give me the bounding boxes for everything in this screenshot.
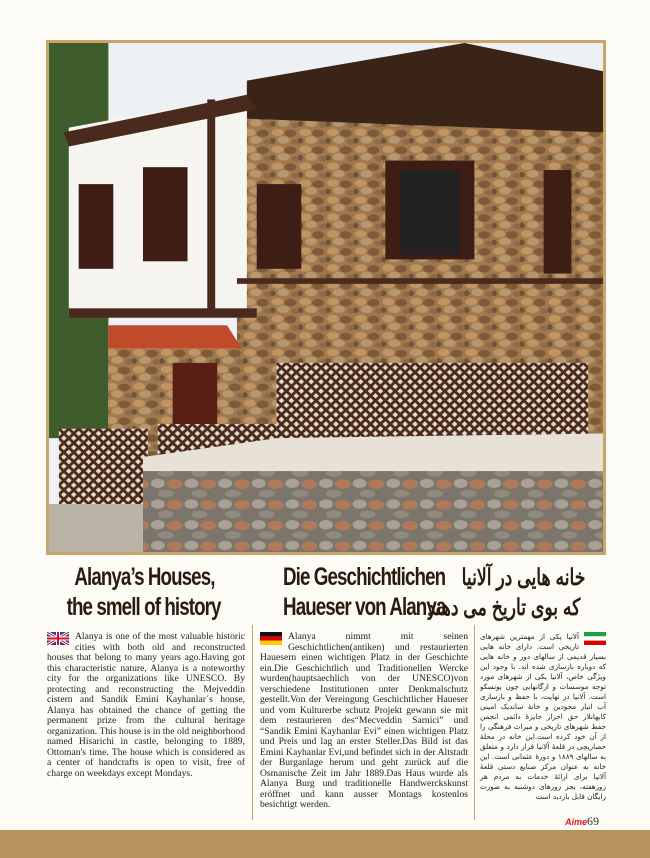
title-en-line1: Alanya’s Houses,	[73, 563, 215, 591]
title-persian	[427, 562, 606, 622]
title-fa-line1: خانه هایی در آلانیا	[461, 564, 586, 590]
bottom-band	[0, 830, 650, 858]
column-english	[47, 632, 245, 779]
column-persian	[480, 632, 606, 802]
title-fa-line2: که بوی تاریخ می دهند	[427, 594, 581, 620]
iran-flag-icon	[584, 632, 606, 645]
aime-logo: Aime	[565, 817, 588, 827]
house-photo	[46, 40, 606, 555]
column-german	[260, 632, 468, 811]
body-text-de: Alanya nimmt mit seinen Geschichtlichen(antiken) und restaurierten Hauesern einen wichtigen Platz in der Geschichte ein.Die Geschichtlich und Traditionellen Wercke wurden(hauptsaechlich von der UNESCO)von verschiedene Institutionen unter Denkmalschutz gestellt.Von der Vereingung Geschichtlicher Haueser und vom Kulturerbe schutz Projekt gewann sie mit dem restaurieren des“Mecveddin Sarnici” und “Sandik Emini Kayhanlar Evi” einen wichtigen Platz und Preis und lag an erster Steller.Das Bild ist das Emini Kayhanlar Evi,und befindet sich in der Altstadt der Burganlage herum und geht zurück auf die Osmanische Zeit im Jahr 1889.Das Haus wurde als Alanya Burg und traditionelle Handwerckskunst eröffnet und kann ausser Montags kostenlos besichtigt werden.	[260, 631, 468, 810]
title-english	[40, 562, 248, 622]
title-de-line1: Die Geschichtlichen	[283, 563, 446, 591]
body-text-fa: آلانیا یکی از مهمترین شهرهای تاریخی است. دارای خانه هایی بسیار قدیمی از سالهای دور و خانه هایی که دوباره بازسازی شده اند. با وجود این ویژگی خاص، آلانیا یکی از شهرهای مورد توجه موسسات و ارگانهایی چون یونسکو است. آلانیا در نهایت، با حفظ و بازسازی آب انبار مجودین و خانهٔ ساندیک امینی کایهانلار حق احراز جایزهٔ دائمی انجمن حفظ شهرهای تاریخی و میراث فرهنگی را از آن خود کرده است.این خانه در محلهٔ حصاریچی در قلعهٔ آلانیا قرار دارد و متعلق به سالهای ۱۸۸۹ و دورهٔ عثمانی است. این خانه به عنوان مرکز صنایع دستی قلعهٔ آلانیا برای ارائهٔ خدمات به مردم هر روزهفته، بجز روزهای دوشنبه به صورت رایگان قابل بازدید است	[480, 632, 606, 801]
page-number: 69	[587, 814, 600, 828]
body-text-en: Alanya is one of the most valuable historic cities with both old and reconstructed houses that belong to many years ago.Having got this characteristic nature, Alanya is a noteworthy city for the organizations like UNESCO. By protecting and reconstructing the Mejveddin cistern and Sandik Emini Kayhanlar´s house, Alanya has obtained the chance of getting the permanent prize from the cultural heritage organization. This house is in the old neighborhood named Hisarichi in castle, belonging to 1889, Ottoman's time. The house which is considered as a center of handcrafts is open to visit, free of charge on weekdays except Mondays.	[47, 631, 245, 779]
title-de-line2: Haueser von Alanya	[283, 593, 446, 621]
column-divider	[474, 625, 475, 820]
column-divider	[252, 625, 253, 820]
germany-flag-icon	[260, 632, 282, 645]
page-footer	[565, 814, 599, 829]
title-en-line2: the smell of history	[67, 593, 221, 621]
uk-flag-icon	[47, 632, 69, 645]
